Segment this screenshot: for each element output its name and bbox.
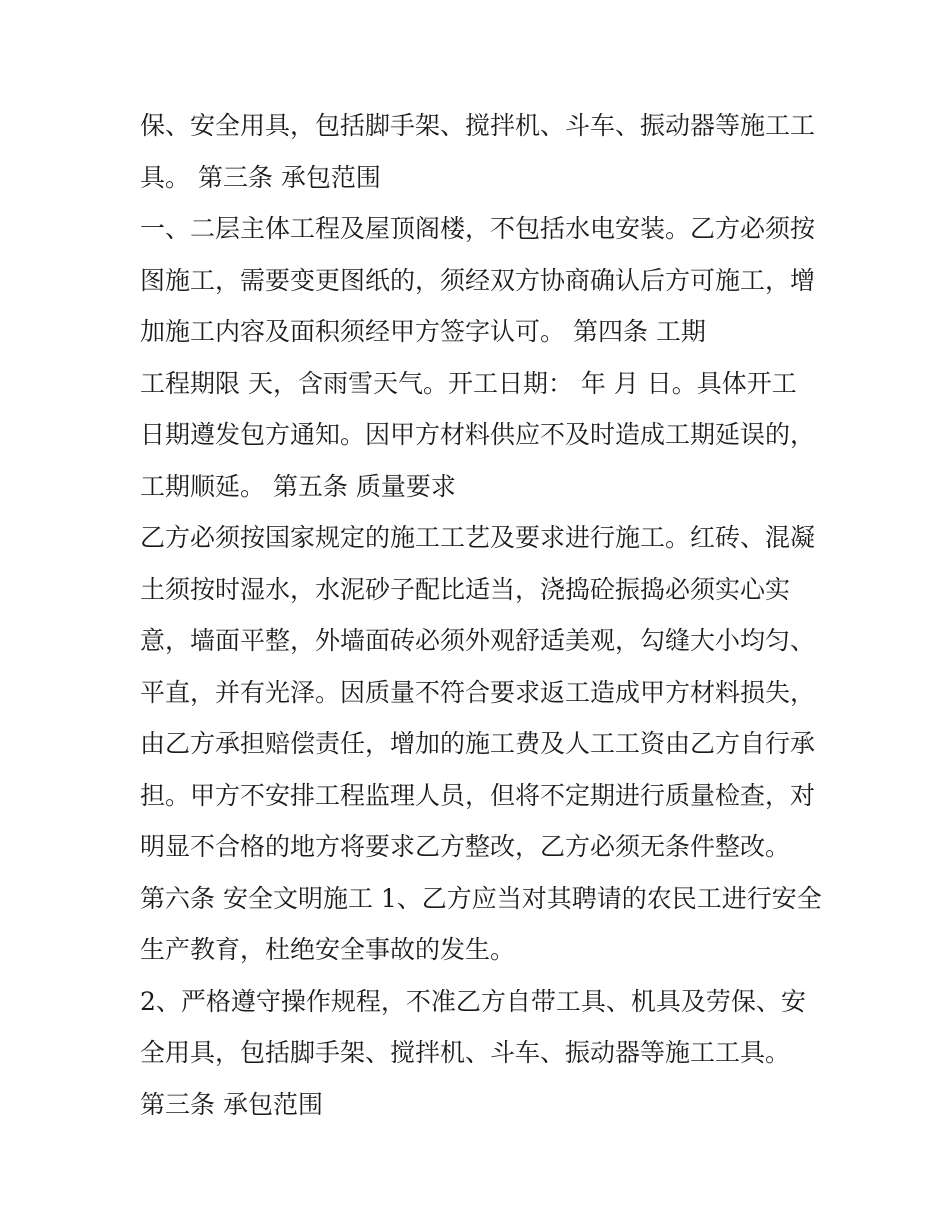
text-line: 乙方必须按国家规定的施工工艺及要求进行施工。红砖、混凝 — [140, 523, 816, 552]
text-line: 一、二层主体工程及屋顶阁楼，不包括水电安装。乙方必须按 — [140, 214, 816, 243]
text-line: 意，墙面平整，外墙面砖必须外观舒适美观，勾缝大小均匀、 — [140, 626, 816, 655]
text-line: 保、安全用具，包括脚手架、搅拌机、斗车、振动器等施工工 — [140, 111, 816, 140]
text-line: 图施工，需要变更图纸的，须经双方协商确认后方可施工，增 — [140, 265, 816, 295]
text-line: 全用具，包括脚手架、搅拌机、斗车、振动器等施工工具。 — [140, 1038, 791, 1067]
text-line: 第六条 安全文明施工 1、乙方应当对其聘请的农民工进行安全 — [140, 883, 822, 913]
text-line: 担。甲方不安排工程监理人员，但将不定期进行质量检查，对 — [140, 780, 816, 810]
contract-text-block — [140, 100, 820, 1130]
text-line: 日期遵发包方通知。因甲方材料供应不及时造成工期延误的， — [140, 420, 816, 449]
text-line: 具。 第三条 承包范围 — [140, 162, 381, 192]
text-line: 工期顺延。 第五条 质量要求 — [140, 471, 456, 501]
text-line: 土须按时湿水，水泥砂子配比适当，浇捣砼振捣必须实心实 — [140, 574, 791, 604]
text-line: 由乙方承担赔偿责任，增加的施工费及人工工资由乙方自行承 — [140, 729, 816, 758]
text-line: 加施工内容及面积须经甲方签字认可。 第四条 工期 — [140, 317, 706, 346]
text-line: 第三条 承包范围 — [140, 1089, 323, 1119]
text-line: 工程期限 天，含雨雪天气。开工日期： 年 月 日。具体开工 — [140, 368, 797, 398]
text-line: 2、严格遵守操作规程，不准乙方自带工具、机具及劳保、安 — [140, 986, 806, 1016]
text-line: 平直，并有光泽。因质量不符合要求返工造成甲方材料损失， — [140, 677, 816, 707]
text-line: 生产教育，杜绝安全事故的发生。 — [140, 935, 516, 964]
text-line: 明显不合格的地方将要求乙方整改，乙方必须无条件整改。 — [140, 832, 791, 861]
